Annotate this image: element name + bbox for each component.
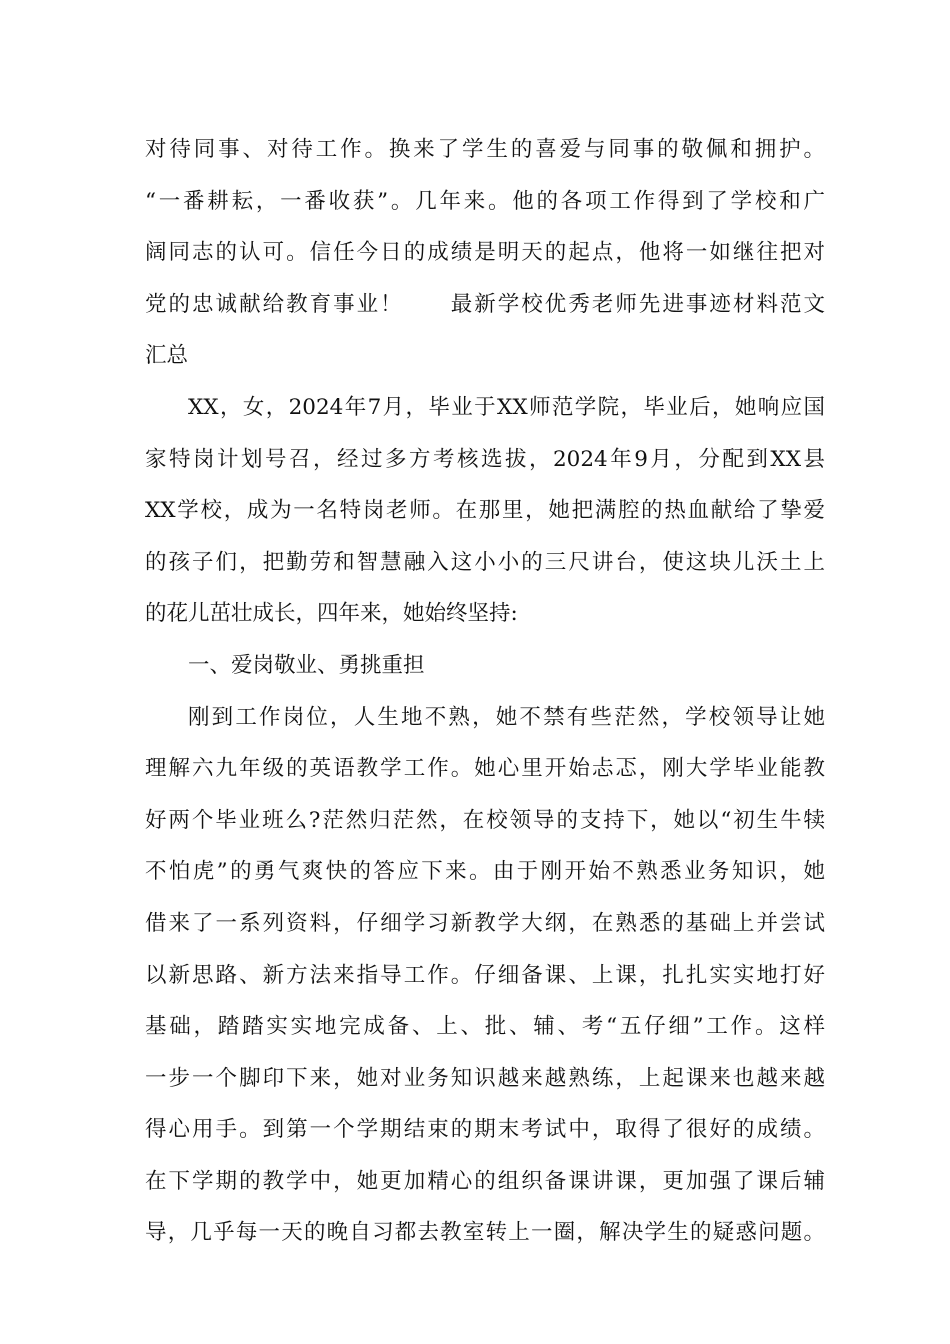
- text-line: XX，女，2024年7月，毕业于XX师范学院，毕业后，她响应国: [188, 394, 825, 420]
- text-line: 借来了一系列资料，仔细学习新教学大纲，在熟悉的基础上并尝试: [145, 910, 825, 936]
- text-line: 刚到工作岗位，人生地不熟，她不禁有些茫然，学校领导让她: [188, 704, 825, 730]
- text-line: 导，几乎每一天的晚自习都去教室转上一圈，解决学生的疑惑问题。: [145, 1220, 825, 1246]
- text-line: 阔同志的认可。信任今日的成绩是明天的起点，他将一如继往把对: [145, 240, 825, 266]
- text-line: 好两个毕业班么?茫然归茫然，在校领导的支持下，她以“初生牛犊: [145, 807, 825, 833]
- text-line: 基础，踏踏实实地完成备、上、批、辅、考“五仔细”工作。这样: [145, 1014, 825, 1040]
- text-line: XX学校，成为一名特岗老师。在那里，她把满腔的热血献给了挚爱: [145, 498, 825, 524]
- text-line: 得心用手。到第一个学期结束的期末考试中，取得了很好的成绩。: [145, 1117, 825, 1143]
- text-line: “一番耕耘，一番收获”。几年来。他的各项工作得到了学校和广: [145, 188, 825, 214]
- text-line: 在下学期的教学中，她更加精心的组织备课讲课，更加强了课后辅: [145, 1168, 825, 1194]
- text-line: 一步一个脚印下来，她对业务知识越来越熟练，上起课来也越来越: [145, 1065, 825, 1091]
- text-line: 家特岗计划号召，经过多方考核选拔，2024年9月，分配到XX县: [145, 446, 825, 472]
- text-line: 理解六九年级的英语教学工作。她心里开始忐忑，刚大学毕业能教: [145, 756, 825, 782]
- text-line: 对待同事、对待工作。换来了学生的喜爱与同事的敬佩和拥护。: [145, 137, 825, 162]
- section-heading: 一、爱岗敬业、勇挑重担: [188, 652, 425, 678]
- text-line: 党的忠诚献给教育事业！ 最新学校优秀老师先进事迹材料范文: [145, 291, 825, 317]
- text-line: 的花儿茁壮成长，四年来，她始终坚持:: [145, 601, 518, 627]
- text-line: 的孩子们，把勤劳和智慧融入这小小的三尺讲台，使这块儿沃土上: [145, 549, 825, 575]
- body-text: [145, 124, 825, 1259]
- text-line: 以新思路、新方法来指导工作。仔细备课、上课，扎扎实实地打好: [145, 962, 825, 988]
- text-line: 不怕虎”的勇气爽快的答应下来。由于刚开始不熟悉业务知识，她: [145, 859, 825, 885]
- text-line: 汇总: [145, 343, 189, 369]
